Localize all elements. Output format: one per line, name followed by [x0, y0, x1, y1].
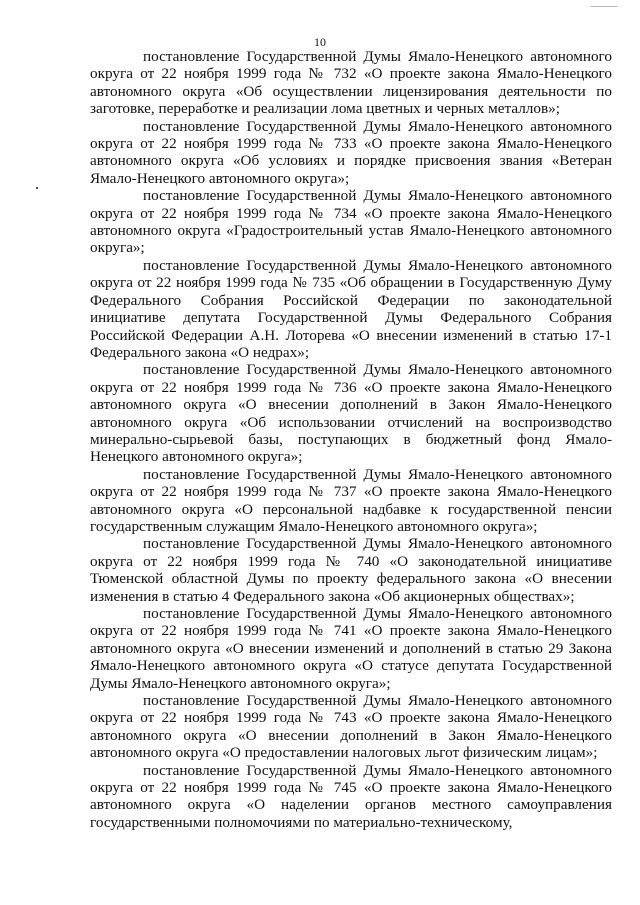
- resolution-paragraph: постановление Государственной Думы Ямало-Ненецкого автономного округа от 22 ноября 1999 года № 743 «О проекте закона Ямало-Ненецкого автономного округа «О внесении дополнений в Закон Ямало-Ненецкого автономного округа «О предоставлении налоговых льгот физическим лицам»;: [90, 692, 612, 762]
- scan-mark: [590, 6, 618, 7]
- resolution-paragraph: постановление Государственной Думы Ямало-Ненецкого автономного округа от 22 ноября 1999 года № 733 «О проекте закона Ямало-Ненецкого автономного округа «Об условиях и порядке присвоения звания «Ветеран Ямало-Ненецкого автономного округа»;: [90, 117, 612, 187]
- page-number: 10: [314, 35, 326, 49]
- document-body: [90, 48, 612, 831]
- resolution-paragraph: постановление Государственной Думы Ямало-Ненецкого автономного округа от 22 ноября 1999 года № 732 «О проекте закона Ямало-Ненецкого автономного округа «Об осуществлении лицензирования деятельности по заготовке, переработке и реализации лома цветных и черных металлов»;: [90, 48, 612, 118]
- resolution-paragraph: постановление Государственной Думы Ямало-Ненецкого автономного округа от 22 ноября 1999 года № 745 «О проекте закона Ямало-Ненецкого автономного округа «О наделении органов местного самоуправления государственными полномочиями по материально-техническому,: [90, 761, 612, 831]
- resolution-paragraph: постановление Государственной Думы Ямало-Ненецкого автономного округа от 22 ноября 1999 года № 734 «О проекте закона Ямало-Ненецкого автономного округа «Градостроительный устав Ямало-Ненецкого автономного округа»;: [90, 187, 612, 257]
- scan-mark: [36, 187, 38, 189]
- resolution-paragraph: постановление Государственной Думы Ямало-Ненецкого автономного округа от 22 ноября 1999 года № 741 «О проекте закона Ямало-Ненецкого автономного округа «О внесении изменений и дополнений в статью 29 Закона Ямало-Ненецкого автономного округа «О статусе депутата Государственной Думы Ямало-Ненецкого автономного округа»;: [90, 605, 612, 692]
- resolution-paragraph: постановление Государственной Думы Ямало-Ненецкого автономного округа от 22 ноября 1999 года № 736 «О проекте закона Ямало-Ненецкого автономного округа «О внесении дополнений в Закон Ямало-Ненецкого автономного округа «Об использовании отчислений на воспроизводство минерально-сырьевой базы, поступающих в бюджетный фонд Ямало-Ненецкого автономного округа»;: [90, 361, 612, 466]
- resolution-paragraph: постановление Государственной Думы Ямало-Ненецкого автономного округа от 22 ноября 1999 года № 735 «Об обращении в Государственную Думу Федерального Собрания Российской Федерации по законодательной инициативе депутата Государственной Думы Федерального Собрания Российской Федерации А.Н. Лоторева «О внесении изменений в статью 17-1 Федерального закона «О недрах»;: [90, 256, 612, 361]
- resolution-paragraph: постановление Государственной Думы Ямало-Ненецкого автономного округа от 22 ноября 1999 года № 737 «О проекте закона Ямало-Ненецкого автономного округа «О персональной надбавке к государственной пенсии государственным служащим Ямало-Ненецкого автономного округа»;: [90, 465, 612, 535]
- resolution-paragraph: постановление Государственной Думы Ямало-Ненецкого автономного округа от 22 ноября 1999 года № 740 «О законодательной инициативе Тюменской областной Думы по проекту федерального закона «О внесении изменения в статью 4 Федерального закона «Об акционерных обществах»;: [90, 535, 612, 605]
